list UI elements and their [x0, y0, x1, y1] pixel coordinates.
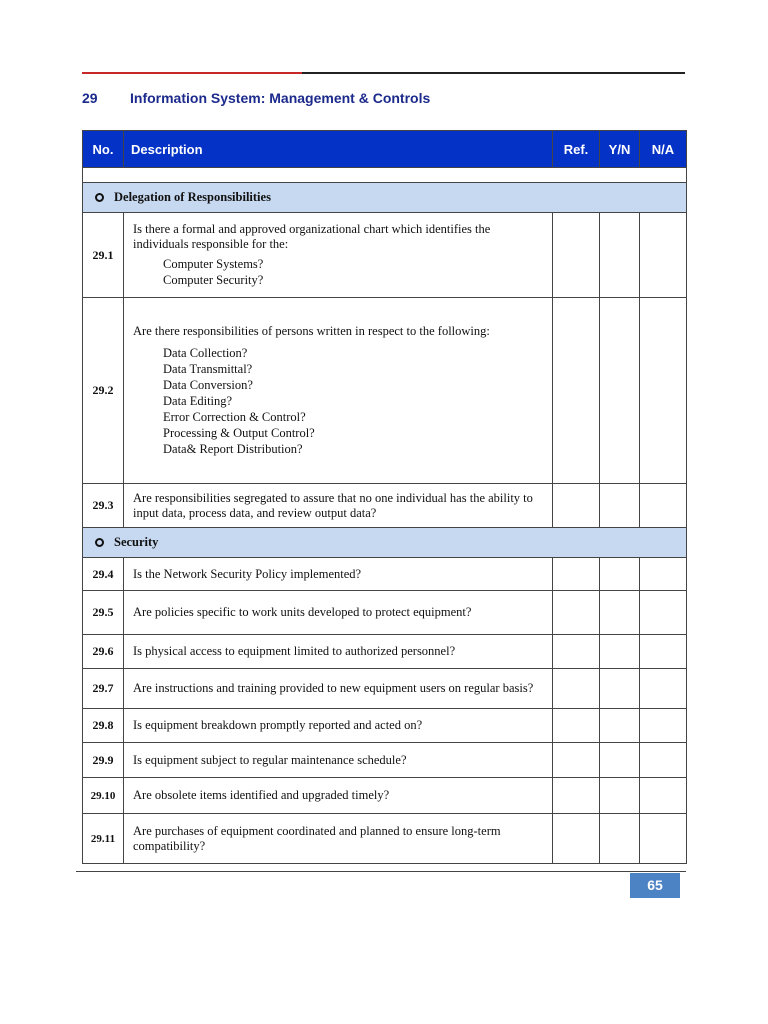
row-number: 29.8	[83, 709, 124, 743]
category-cell	[83, 183, 687, 213]
table-header-row	[83, 131, 687, 168]
ref-cell[interactable]	[553, 778, 600, 814]
category-label: Delegation of Responsibilities	[114, 190, 271, 204]
header-description: Description	[124, 131, 553, 168]
row-number: 29.2	[83, 298, 124, 484]
row-number: 29.6	[83, 635, 124, 669]
ref-cell[interactable]	[553, 669, 600, 709]
na-cell[interactable]	[640, 298, 687, 484]
section-title: Information System: Management & Controls	[130, 90, 431, 106]
na-cell[interactable]	[640, 591, 687, 635]
row-description: Are policies specific to work units developed to protect equipment?	[124, 591, 553, 635]
circle-bullet-icon	[95, 538, 104, 547]
circle-bullet-icon	[95, 193, 104, 202]
category-cell	[83, 528, 687, 558]
table-row	[83, 669, 687, 709]
ref-cell[interactable]	[553, 709, 600, 743]
yn-cell[interactable]	[600, 213, 640, 298]
row-items	[133, 256, 544, 288]
row-number: 29.4	[83, 558, 124, 591]
list-item: Data Editing?	[163, 394, 233, 408]
category-label: Security	[114, 535, 159, 549]
list-item: Data Collection?	[163, 346, 248, 360]
yn-cell[interactable]	[600, 484, 640, 528]
row-question: Is there a formal and approved organizational chart which identifies the individuals responsible for the:	[133, 222, 491, 251]
row-description	[124, 298, 553, 484]
ref-cell[interactable]	[553, 213, 600, 298]
ref-cell[interactable]	[553, 743, 600, 778]
yn-cell[interactable]	[600, 298, 640, 484]
na-cell[interactable]	[640, 669, 687, 709]
ref-cell[interactable]	[553, 298, 600, 484]
ref-cell[interactable]	[553, 484, 600, 528]
yn-cell[interactable]	[600, 814, 640, 864]
table-row	[83, 635, 687, 669]
row-number: 29.10	[83, 778, 124, 814]
row-description: Are obsolete items identified and upgraded timely?	[124, 778, 553, 814]
yn-cell[interactable]	[600, 558, 640, 591]
row-number: 29.5	[83, 591, 124, 635]
list-item: Error Correction & Control?	[163, 410, 306, 424]
checklist-table	[82, 130, 687, 864]
table-row	[83, 709, 687, 743]
ref-cell[interactable]	[553, 591, 600, 635]
row-number: 29.9	[83, 743, 124, 778]
ref-cell[interactable]	[553, 558, 600, 591]
na-cell[interactable]	[640, 709, 687, 743]
section-heading	[82, 90, 430, 106]
row-description: Is physical access to equipment limited to authorized personnel?	[124, 635, 553, 669]
category-row	[83, 183, 687, 213]
list-item: Data& Report Distribution?	[163, 442, 303, 456]
row-description: Is equipment breakdown promptly reported and acted on?	[124, 709, 553, 743]
page-number: 65	[630, 873, 680, 898]
na-cell[interactable]	[640, 213, 687, 298]
header-yn: Y/N	[600, 131, 640, 168]
ref-cell[interactable]	[553, 814, 600, 864]
list-item: Computer Security?	[163, 273, 264, 287]
list-item: Data Transmittal?	[163, 362, 253, 376]
na-cell[interactable]	[640, 558, 687, 591]
row-items	[133, 345, 544, 457]
row-description	[124, 213, 553, 298]
header-na: N/A	[640, 131, 687, 168]
table-row	[83, 778, 687, 814]
table-row	[83, 298, 687, 484]
category-row	[83, 528, 687, 558]
yn-cell[interactable]	[600, 709, 640, 743]
row-question: Are there responsibilities of persons written in respect to the following:	[133, 324, 490, 338]
list-item: Processing & Output Control?	[163, 426, 315, 440]
row-description: Are instructions and training provided to new equipment users on regular basis?	[124, 669, 553, 709]
table-row	[83, 213, 687, 298]
ref-cell[interactable]	[553, 635, 600, 669]
na-cell[interactable]	[640, 743, 687, 778]
header-no: No.	[83, 131, 124, 168]
yn-cell[interactable]	[600, 778, 640, 814]
row-number: 29.11	[83, 814, 124, 864]
na-cell[interactable]	[640, 814, 687, 864]
yn-cell[interactable]	[600, 669, 640, 709]
na-cell[interactable]	[640, 778, 687, 814]
row-number: 29.1	[83, 213, 124, 298]
table-row	[83, 814, 687, 864]
top-rule-accent	[82, 72, 302, 74]
row-description: Is equipment subject to regular maintenance schedule?	[124, 743, 553, 778]
yn-cell[interactable]	[600, 591, 640, 635]
row-number: 29.3	[83, 484, 124, 528]
list-item: Data Conversion?	[163, 378, 253, 392]
row-description: Are responsibilities segregated to assure that no one individual has the ability to input data, process data, and review output data?	[124, 484, 553, 528]
section-number: 29	[82, 90, 98, 106]
table-row	[83, 743, 687, 778]
table-row	[83, 591, 687, 635]
row-number: 29.7	[83, 669, 124, 709]
header-ref: Ref.	[553, 131, 600, 168]
row-description: Is the Network Security Policy implemented?	[124, 558, 553, 591]
na-cell[interactable]	[640, 635, 687, 669]
footer-rule	[76, 871, 686, 872]
spacer-row	[83, 168, 687, 183]
table-row	[83, 558, 687, 591]
na-cell[interactable]	[640, 484, 687, 528]
row-description: Are purchases of equipment coordinated and planned to ensure long-term compatibility?	[124, 814, 553, 864]
yn-cell[interactable]	[600, 635, 640, 669]
list-item: Computer Systems?	[163, 257, 264, 271]
yn-cell[interactable]	[600, 743, 640, 778]
table-row	[83, 484, 687, 528]
